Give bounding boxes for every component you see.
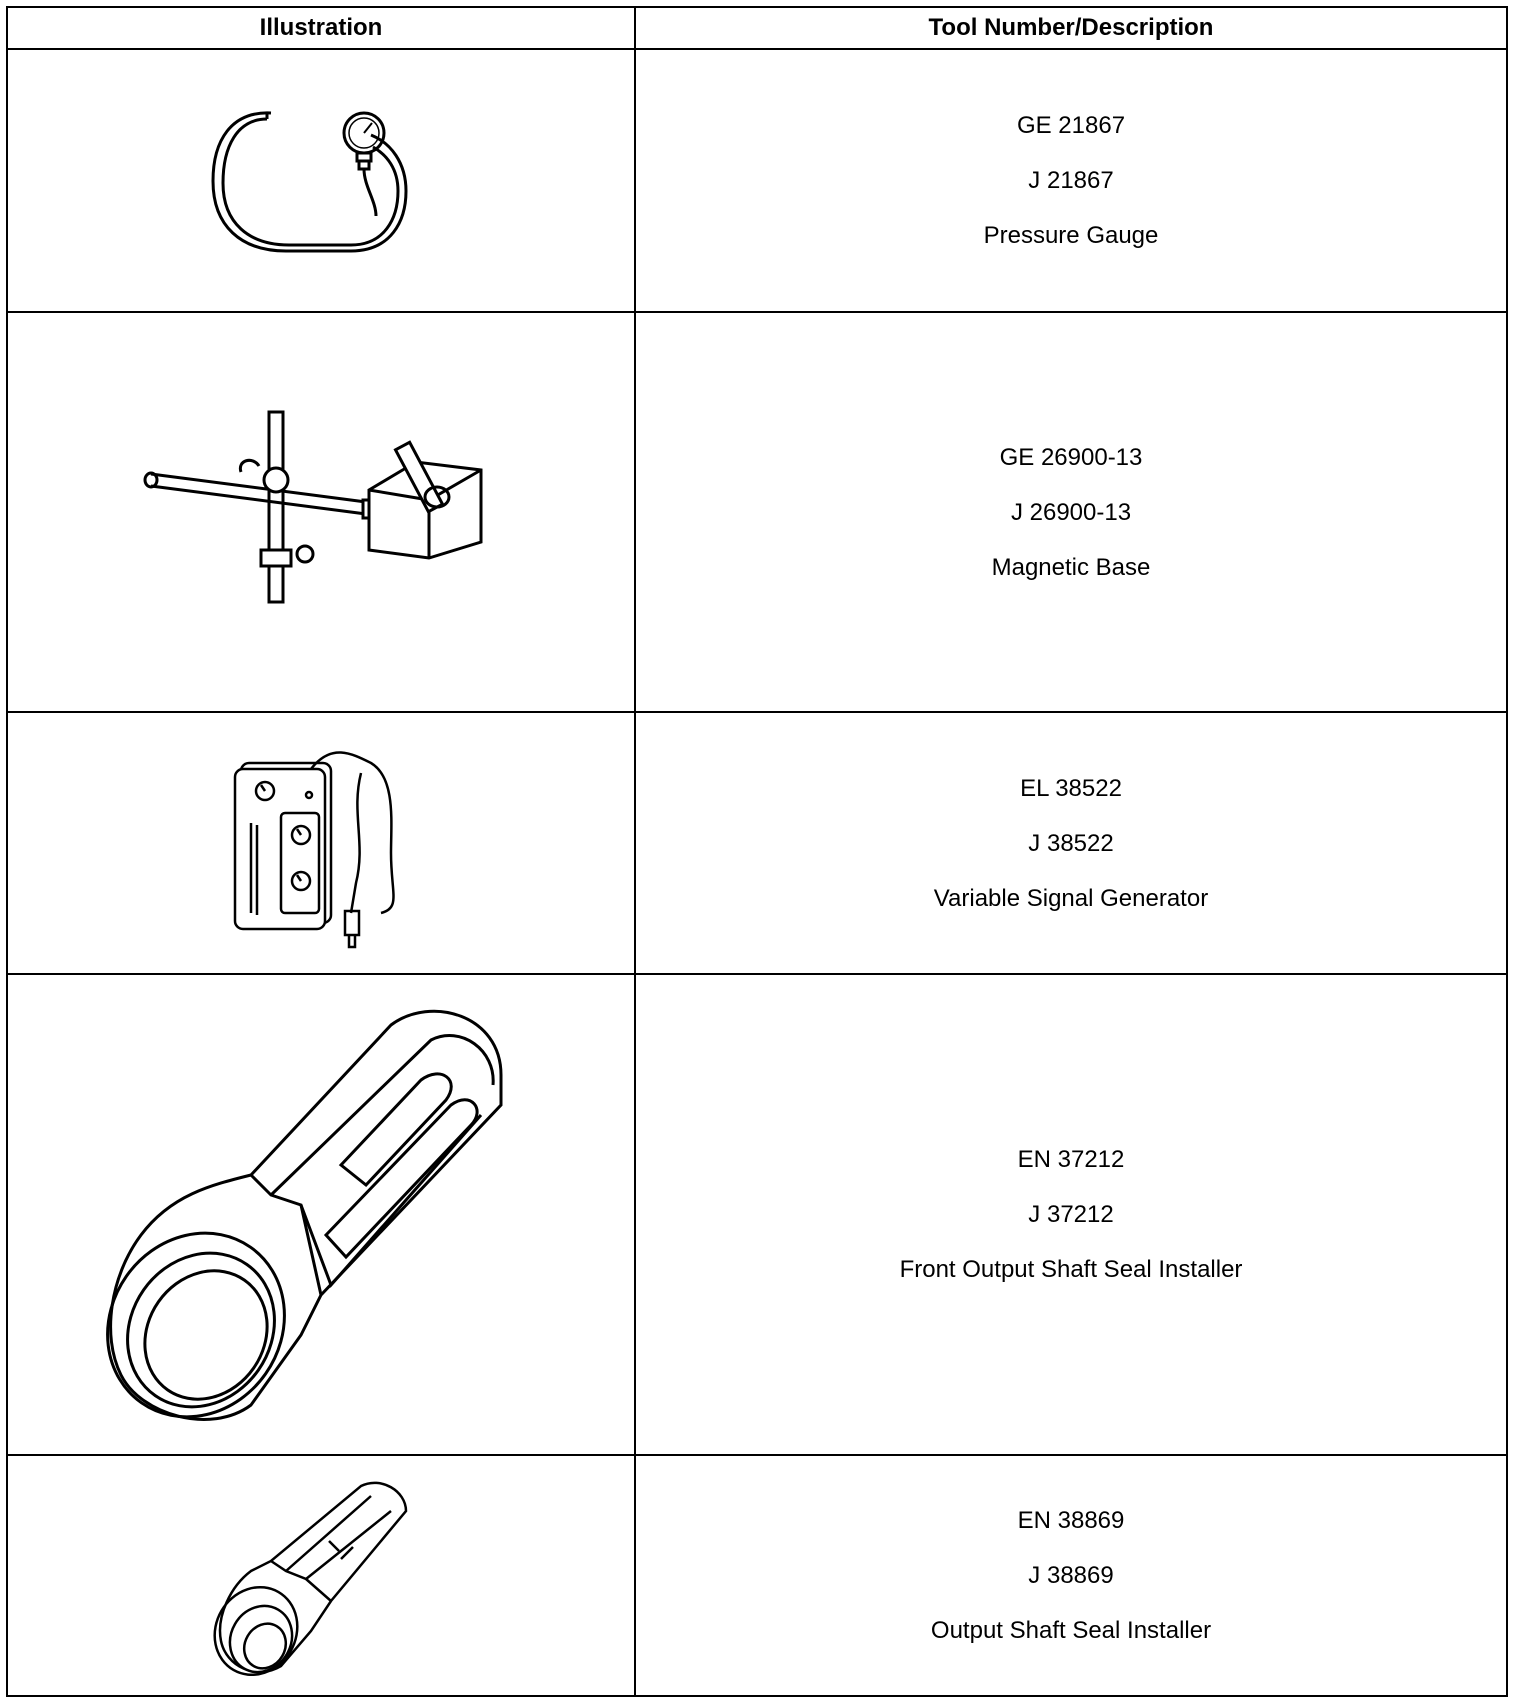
tool-description: Front Output Shaft Seal Installer [899, 1256, 1243, 1283]
signal-generator-icon [221, 733, 421, 953]
tool-number-primary: EL 38522 [1020, 774, 1122, 802]
tool-number-primary: GE 26900-13 [999, 443, 1143, 471]
table-row [7, 712, 1507, 974]
tool-number-primary: GE 21867 [1016, 112, 1126, 139]
tool-description: Pressure Gauge [983, 222, 1159, 249]
tool-number-primary: EN 38869 [1017, 1507, 1125, 1534]
tool-number-secondary: J 38522 [1028, 829, 1114, 857]
illustration-cell [7, 712, 635, 974]
header-row [7, 7, 1507, 49]
tool-description: Magnetic Base [991, 553, 1151, 581]
tool-number-secondary: J 26900-13 [1010, 498, 1132, 526]
tool-description-cell [635, 974, 1507, 1455]
tool-description-cell [635, 1455, 1507, 1696]
table-row [7, 1455, 1507, 1696]
magnetic-base-icon [141, 402, 501, 622]
table-row [7, 49, 1507, 312]
tool-description-cell [635, 312, 1507, 712]
header-illustration: Illustration [7, 7, 635, 49]
output-shaft-seal-installer-icon [211, 1471, 431, 1681]
illustration-cell [7, 312, 635, 712]
tool-number-secondary: J 38869 [1028, 1562, 1114, 1589]
front-output-shaft-seal-installer-icon [101, 995, 541, 1435]
tool-description-cell [635, 712, 1507, 974]
illustration-cell [7, 974, 635, 1455]
tool-description: Variable Signal Generator [933, 884, 1209, 912]
table-row [7, 312, 1507, 712]
tool-description-cell [635, 49, 1507, 312]
tool-number-secondary: J 37212 [1028, 1201, 1114, 1228]
table-row [7, 974, 1507, 1455]
illustration-cell [7, 1455, 635, 1696]
tools-table [6, 6, 1508, 1697]
tool-number-primary: EN 37212 [1017, 1146, 1125, 1173]
tool-number-secondary: J 21867 [1028, 167, 1114, 194]
tool-description: Output Shaft Seal Installer [930, 1617, 1212, 1644]
header-tool-description: Tool Number/Description [635, 7, 1507, 49]
pressure-gauge-icon [201, 91, 441, 271]
illustration-cell [7, 49, 635, 312]
